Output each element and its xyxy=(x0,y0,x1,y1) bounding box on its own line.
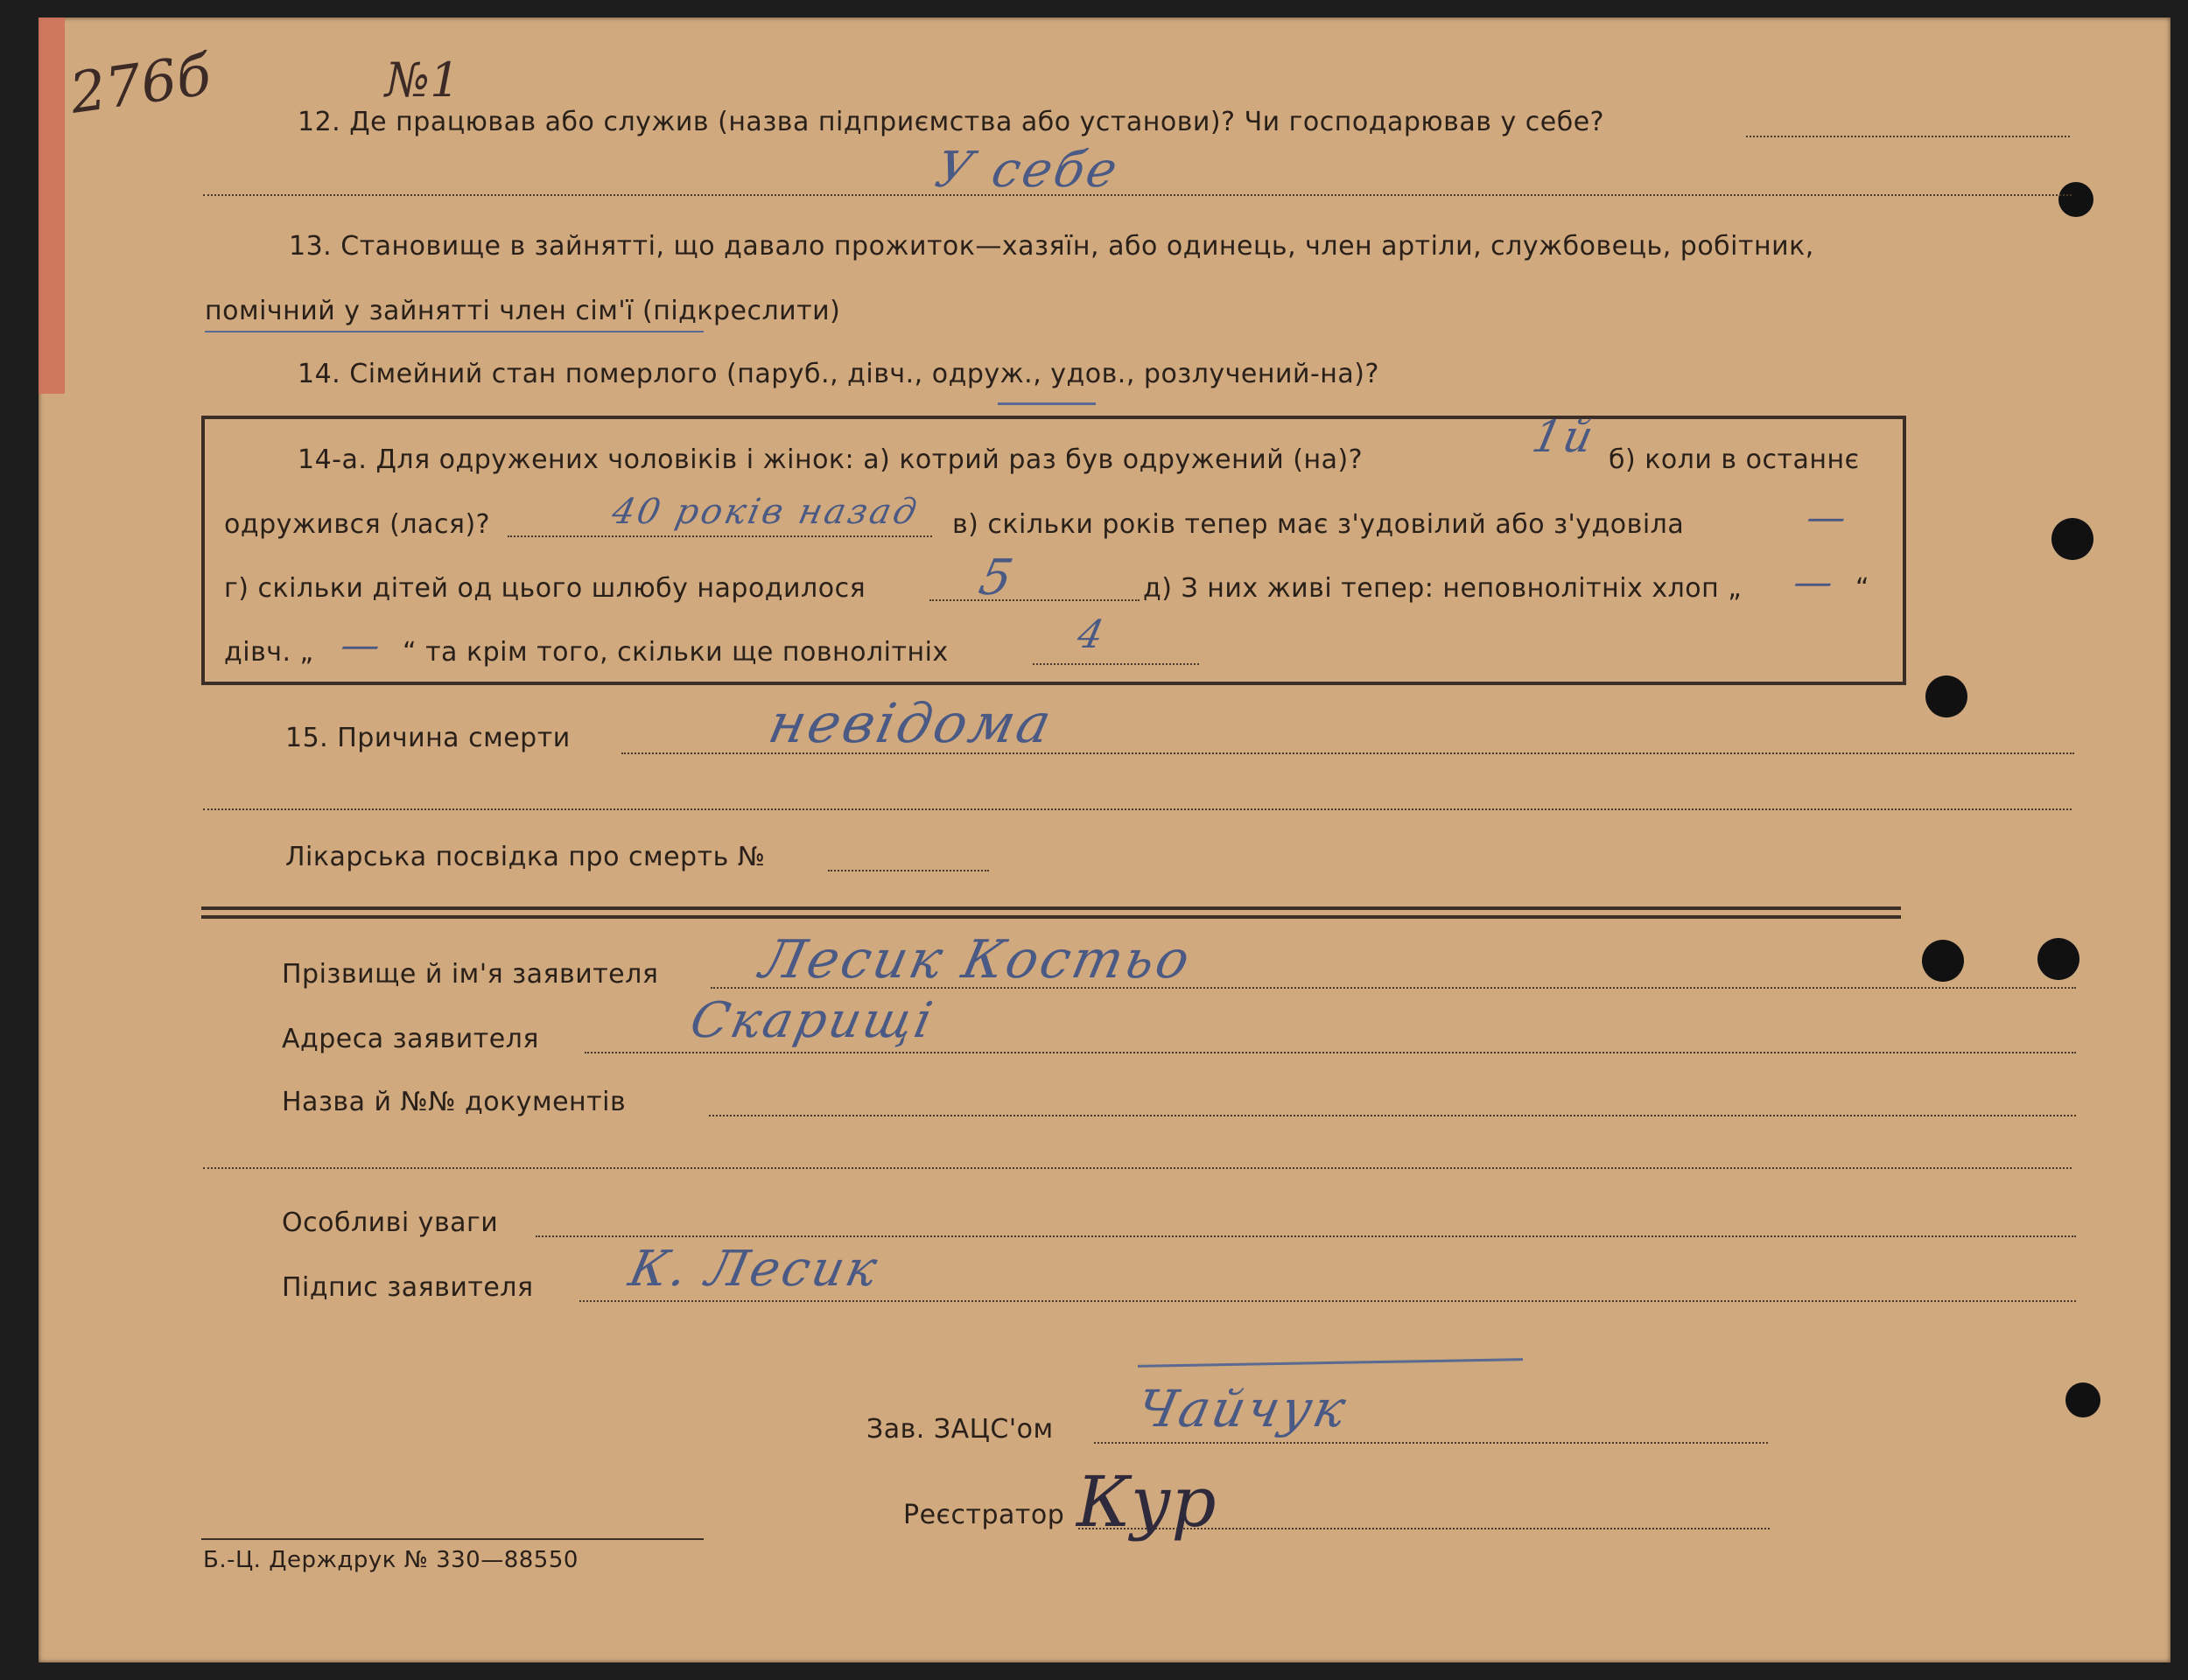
applicant-address-label: Адреса заявителя xyxy=(282,1024,539,1054)
punch-hole xyxy=(2051,518,2093,560)
applicant-address-value: Скарищі xyxy=(685,992,940,1049)
q14a-line3a: г) скільки дітей од цього шлюбу народилося xyxy=(224,573,866,604)
q14a-answer-f: — xyxy=(336,623,388,668)
q14a-line2b: в) скільки років тепер має з'удовілий або з'удовіла xyxy=(952,509,1685,540)
printer-rule xyxy=(201,1538,704,1540)
q14a-line2a: одружився (лася)? xyxy=(224,509,491,540)
applicant-signature-label: Підпис заявителя xyxy=(282,1272,534,1303)
section-divider-top xyxy=(201,906,1901,910)
q14a-line4b: “ та крім того, скільки ще повнолітніх xyxy=(403,637,949,668)
q15-answer: невідома xyxy=(763,691,1060,755)
q14-underline-married xyxy=(998,402,1096,405)
red-edge-stain xyxy=(39,18,65,394)
registrar-signature: Кур xyxy=(1076,1461,1217,1543)
q14a-answer-g: 4 xyxy=(1073,612,1111,657)
q14a-line1b: б) коли в останнє xyxy=(1609,444,1860,475)
q14a-answer-a: 1й xyxy=(1527,411,1601,462)
zags-head-line xyxy=(1094,1442,1768,1444)
q14a-line3b: д) З них живі тепер: неповнолітніх хлоп „ xyxy=(1143,573,1743,604)
punch-hole xyxy=(2037,938,2079,980)
q12-answer-line xyxy=(1746,136,2070,137)
q12-answer: У себе xyxy=(930,142,1126,199)
q15-label: 15. Причина смерти xyxy=(285,723,571,753)
section-divider-bottom xyxy=(201,915,1901,919)
q13-line1: 13. Становище в зайнятті, що давало прожиток—хазяїн, або одинець, член артіли, службовець, робітник, xyxy=(289,231,1814,262)
medical-certificate-line xyxy=(828,870,989,872)
q12-answer-line-2 xyxy=(203,194,2072,196)
q14a-line3c: “ xyxy=(1855,573,1870,604)
punch-hole xyxy=(2065,1382,2100,1418)
printer-imprint: Б.-Ц. Держдрук № 330—88550 xyxy=(203,1547,579,1573)
zags-head-label: Зав. ЗАЦС'ом xyxy=(866,1414,1054,1445)
zags-head-signature: Чайчук xyxy=(1131,1379,1354,1438)
q14a-answer-d: 5 xyxy=(974,550,1020,606)
notes-line xyxy=(536,1236,2076,1237)
q14a-line4a: дівч. „ xyxy=(224,637,314,668)
applicant-documents-line-2 xyxy=(203,1167,2072,1169)
applicant-documents-label: Назва й №№ документів xyxy=(282,1087,627,1117)
applicant-signature-line xyxy=(579,1300,2076,1302)
q14a-answer-c: — xyxy=(1802,495,1854,540)
q14a-line1: 14-а. Для одружених чоловіків і жінок: а) котрий раз був одружений (на)? xyxy=(298,444,1364,475)
punch-hole xyxy=(1922,940,1964,982)
registrar-label: Реєстратор xyxy=(903,1500,1065,1530)
punch-hole xyxy=(1925,676,1967,718)
q14a-line2-dots xyxy=(508,536,932,537)
q14-label: 14. Сімейний стан померлого (паруб., дівч., одруж., удов., розлучений-на)? xyxy=(298,359,1379,389)
q13-underline xyxy=(205,331,704,332)
applicant-signature: К. Лесик xyxy=(624,1241,885,1298)
q14a-line3-dots xyxy=(929,599,1140,601)
q13-line2: помічний у зайнятті член сім'ї (підкреслити) xyxy=(205,296,841,326)
form-page xyxy=(39,18,2170,1662)
sheet-number-annotation: №1 xyxy=(385,52,460,108)
medical-certificate-label: Лікарська посвідка про смерть № xyxy=(285,842,766,872)
applicant-name-value: Лесик Костьо xyxy=(754,929,1198,990)
notes-label: Особливі уваги xyxy=(282,1208,499,1238)
punch-hole xyxy=(2058,182,2093,217)
q15-answer-line-2 xyxy=(203,808,2072,810)
q14a-answer-e: — xyxy=(1789,560,1841,605)
applicant-name-label: Прізвище й ім'я заявителя xyxy=(282,959,659,990)
q14a-line4-dots xyxy=(1033,663,1199,665)
applicant-address-line xyxy=(585,1052,2076,1054)
applicant-documents-line xyxy=(709,1115,2076,1116)
q12-label: 12. Де працював або служив (назва підприємства або установи)? Чи господарював у себе? xyxy=(298,107,1605,137)
archive-number-annotation: 276б xyxy=(66,43,215,127)
q14a-answer-b: 40 років назад xyxy=(608,492,923,532)
